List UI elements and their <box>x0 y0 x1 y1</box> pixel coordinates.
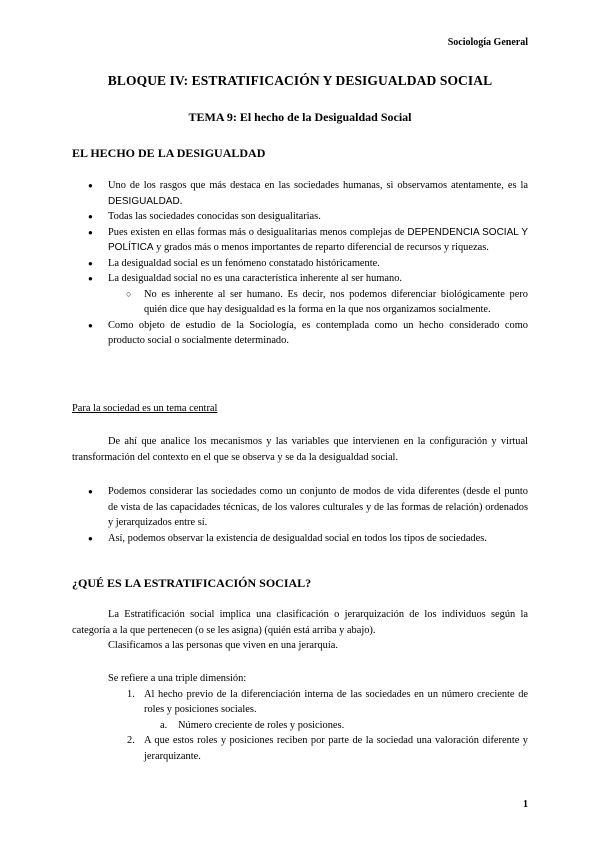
list-item <box>72 178 528 209</box>
numbered-item <box>72 687 528 734</box>
bullet-list-1 <box>72 178 528 349</box>
list-item: ● La desigualdad social es un fenómeno constatado históricamente. <box>72 256 528 272</box>
list-item: ● Como objeto de estudio de la Sociología, es contemplada como un hecho considerado como producto social o socialmente determinado. <box>72 318 528 349</box>
numbered-item <box>72 733 528 764</box>
item-text: Número creciente de roles y posiciones. <box>178 719 345 731</box>
item-text: A que estos roles y posiciones reciben por parte de la sociedad una valoración diferente y jerarquizante. <box>144 735 528 762</box>
lettered-item <box>144 718 528 734</box>
topic-title: TEMA 9: El hecho de la Desigualdad Social <box>188 110 412 124</box>
number-marker: 2. <box>127 735 135 746</box>
bullet-list-2 <box>72 484 528 546</box>
paragraph-text: Clasificamos a las personas que viven en una jerarquía. <box>108 640 338 651</box>
emphasis-text: DEPENDENCIA SOCIAL Y POLÍTICA <box>108 226 528 253</box>
list-item <box>72 225 528 256</box>
paragraph <box>72 607 528 654</box>
text: Pues existen en ellas formas más o desigualitarias menos complejas de <box>108 226 408 238</box>
letter-marker: a. <box>160 719 168 731</box>
text: y grados más o menos importantes de reparto diferencial de recursos y riquezas. <box>153 242 489 253</box>
running-header: Sociología General <box>447 37 528 48</box>
section-heading-desigualdad: EL HECHO DE LA DESIGUALDAD <box>72 146 266 160</box>
sub-list-item: ○ No es inherente al ser humano. Es decir, nos podemos diferenciar biológicamente pero quién dice que hay desigualdad es la forma en la que nos organizamos socialmente. <box>108 287 528 318</box>
list-item: ● Todas las sociedades conocidas son desigualitarias. <box>72 209 528 225</box>
paragraph-text: De ahí que analice los mecanismos y las variables que intervienen en la configuración y virtual transformación del contexto en el que se observa y se da la desigualdad social. <box>72 436 528 463</box>
emphasis-text: DESIGUALDAD <box>108 195 180 207</box>
paragraph <box>72 434 528 465</box>
paragraph-text: La Estratificación social implica una clasificación o jerarquización de los individuos según la categoría a la que pertenecen (o se les asigna) (quién está arriba y abajo). <box>72 609 528 636</box>
text: . <box>179 195 183 207</box>
numbered-section <box>72 671 528 764</box>
list-item: ● Así, podemos observar la existencia de desigualdad social en todos los tipos de sociedades. <box>72 531 528 547</box>
underlined-label: Para la sociedad es un tema central <box>72 403 218 414</box>
list-item: ● Podemos considerar las sociedades como un conjunto de modos de vida diferentes (desde el punto de vista de las capacidades técnicas, de los valores culturales y de las formas de relación) ordenados y jerarquizados entre sí. <box>72 484 528 531</box>
list-item <box>72 271 528 318</box>
intro-text: Se refiere a una triple dimensión: <box>108 673 247 684</box>
text: Uno de los rasgos que más destaca en las sociedades humanas, si observamos atentamente, es la <box>108 180 528 191</box>
page-number: 1 <box>523 799 528 810</box>
number-marker: 1. <box>127 688 135 700</box>
section-heading-estratificacion: ¿QUÉ ES LA ESTRATIFICACIÓN SOCIAL? <box>72 576 312 590</box>
text: La desigualdad social no es una característica inherente al ser humano. <box>108 273 402 284</box>
document-title: BLOQUE IV: ESTRATIFICACIÓN Y DESIGUALDAD SOCIAL <box>107 73 493 88</box>
item-text: Al hecho previo de la diferenciación interna de las sociedades en un número creciente de roles y posiciones sociales. <box>144 688 528 715</box>
